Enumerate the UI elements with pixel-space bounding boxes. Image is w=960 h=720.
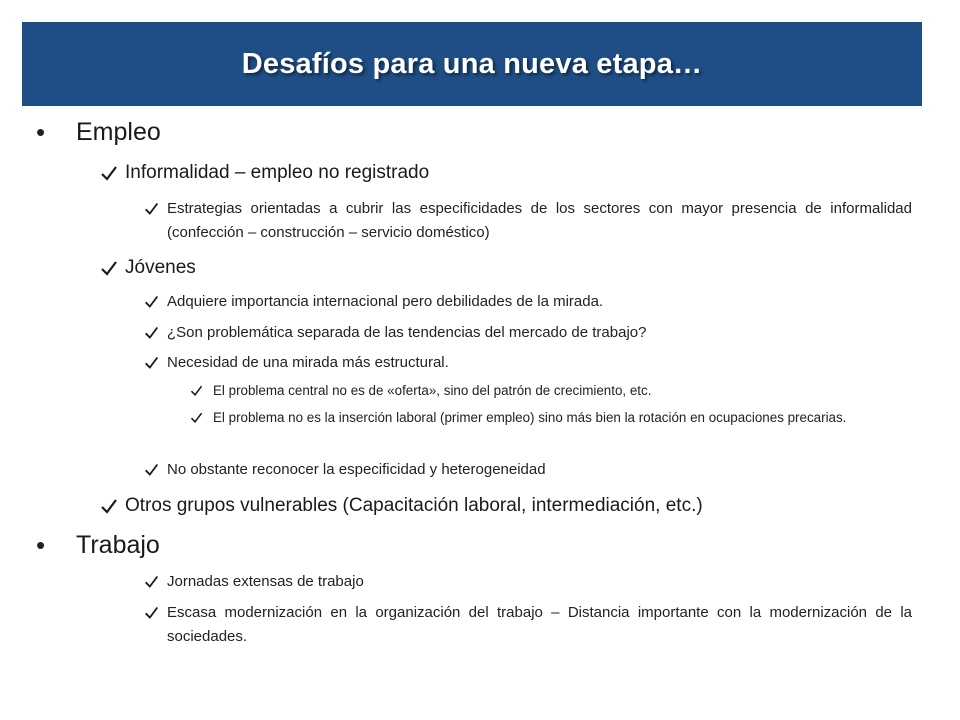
checkmark-icon — [100, 259, 118, 277]
section-label: Empleo — [76, 118, 161, 146]
subitem-text: No obstante reconocer la especificidad y heterogeneidad — [167, 461, 546, 478]
subitem-adquiere — [144, 290, 603, 314]
subitem-modernizacion — [144, 601, 914, 649]
subitem-text: Adquiere importancia internacional pero debilidades de la mirada. — [167, 293, 604, 310]
subitem-necesidad — [144, 351, 449, 375]
item-label: Informalidad – empleo no registrado — [125, 162, 430, 183]
slide-title: Desafíos para una nueva etapa… — [241, 47, 703, 80]
detail-insercion — [190, 408, 890, 428]
checkmark-icon — [144, 462, 159, 477]
subitem-text: Estrategias orientadas a cubrir las especificidades de los sectores con mayor presencia de informalidad (confección – construcción – servicio doméstico) — [167, 200, 912, 241]
detail-text: El problema no es la inserción laboral (primer empleo) sino más bien la rotación en ocupaciones precarias. — [213, 410, 847, 425]
bullet-icon: • — [36, 117, 46, 147]
subitem-problematica — [144, 321, 646, 345]
checkmark-icon — [144, 355, 159, 370]
checkmark-icon — [190, 411, 203, 424]
item-otros-grupos — [100, 494, 703, 518]
subitem-text: Necesidad de una mirada más estructural. — [167, 354, 449, 371]
checkmark-icon — [100, 497, 118, 515]
section-label: Trabajo — [76, 531, 160, 559]
detail-oferta — [190, 381, 651, 401]
bullet-icon: • — [36, 530, 46, 560]
subitem-text: ¿Son problemática separada de las tendencias del mercado de trabajo? — [167, 324, 647, 341]
section-trabajo — [36, 530, 160, 560]
subitem-jornadas — [144, 570, 364, 594]
item-jovenes — [100, 256, 196, 280]
subitem-text: Jornadas extensas de trabajo — [167, 573, 364, 590]
item-informalidad — [100, 161, 429, 185]
checkmark-icon — [100, 164, 118, 182]
checkmark-icon — [144, 294, 159, 309]
checkmark-icon — [144, 325, 159, 340]
subitem-estrategias — [144, 197, 914, 245]
detail-text: El problema central no es de «oferta», sino del patrón de crecimiento, etc. — [213, 383, 652, 398]
checkmark-icon — [190, 384, 203, 397]
checkmark-icon — [144, 201, 159, 216]
item-label: Otros grupos vulnerables (Capacitación laboral, intermediación, etc.) — [125, 495, 703, 516]
section-empleo — [36, 117, 161, 147]
item-label: Jóvenes — [125, 257, 196, 278]
checkmark-icon — [144, 574, 159, 589]
subitem-text: Escasa modernización en la organización del trabajo – Distancia importante con la modernización de la sociedades. — [167, 604, 912, 645]
checkmark-icon — [144, 605, 159, 620]
subitem-no-obstante — [144, 458, 546, 482]
